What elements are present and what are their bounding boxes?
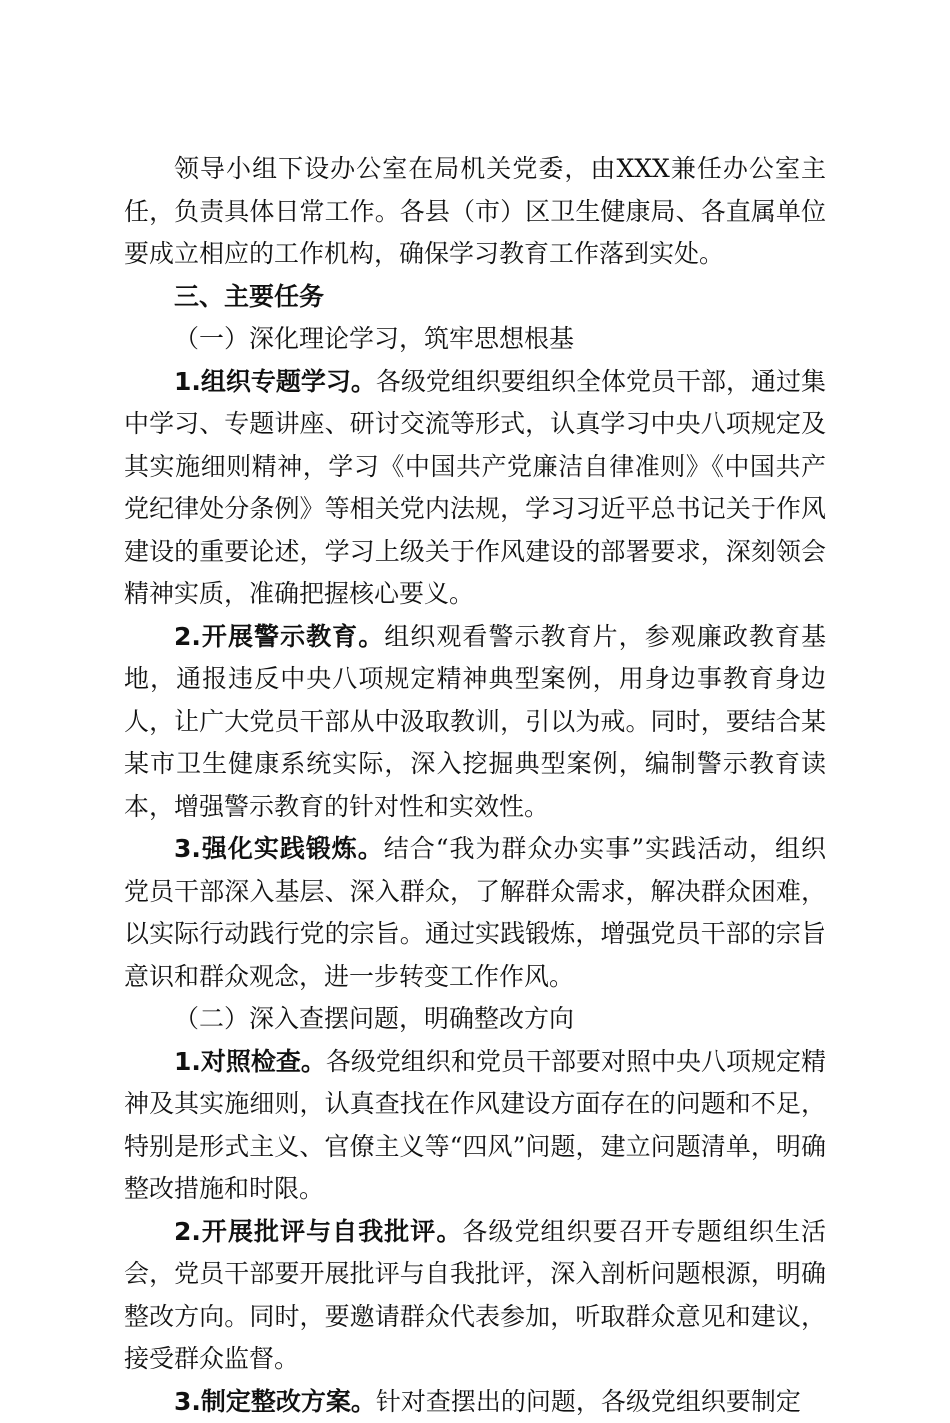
- paragraph-office-setup: 领导小组下设办公室在局机关党委，由XXX兼任办公室主任，负责具体日常工作。各县（市）区卫生健康局、各直属单位要成立相应的工作机构，确保学习教育工作落到实处。: [124, 148, 826, 276]
- item-rectification-plan: [124, 1381, 826, 1423]
- item-text: 各级党组织和党员干部要对照中央八项规定精神及其实施细则，认真查找在作风建设方面存在的问题和不足，特别是形式主义、官僚主义等“四风”问题，建立问题清单，明确整改措施和时限。: [124, 1047, 826, 1204]
- item-lead: 3.强化实践锻炼。: [174, 834, 384, 863]
- item-warning-education: [124, 616, 826, 829]
- item-text: 针对查摆出的问题，各级党组织要制定: [376, 1387, 801, 1416]
- item-text: 各级党组织要召开专题组织生活会，党员干部要开展批评与自我批评，深入剖析问题根源，明确整改方向。同时，要邀请群众代表参加，听取群众意见和建议，接受群众监督。: [124, 1217, 826, 1374]
- item-lead: 3.制定整改方案。: [174, 1387, 376, 1416]
- item-lead: 1.对照检查。: [174, 1047, 326, 1076]
- item-practice: [124, 828, 826, 998]
- item-special-study: [124, 361, 826, 616]
- subheading-theory-study: （一）深化理论学习，筑牢思想根基: [124, 318, 826, 361]
- item-lead: 2.开展批评与自我批评。: [174, 1217, 462, 1246]
- item-criticism: [124, 1211, 826, 1381]
- item-lead: 1.组织专题学习。: [174, 367, 376, 396]
- item-lead: 2.开展警示教育。: [174, 622, 384, 651]
- item-text: 组织观看警示教育片，参观廉政教育基地，通报违反中央八项规定精神典型案例，用身边事教育身边人，让广大党员干部从中汲取教训，引以为戒。同时，要结合某某市卫生健康系统实际，深入挖掘典型案例，编制警示教育读本，增强警示教育的针对性和实效性。: [124, 622, 826, 821]
- item-self-check: [124, 1041, 826, 1211]
- heading-main-tasks: 三、主要任务: [124, 276, 826, 319]
- item-text: 各级党组织要组织全体党员干部，通过集中学习、专题讲座、研讨交流等形式，认真学习中央八项规定及其实施细则精神，学习《中国共产党廉洁自律准则》《中国共产党纪律处分条例》等相关党内法规，学习习近平总书记关于作风建设的重要论述，学习上级关于作风建设的部署要求，深刻领会精神实质，准确把握核心要义。: [124, 367, 826, 609]
- document-page: [124, 148, 826, 1423]
- item-text: 结合“我为群众办实事”实践活动，组织党员干部深入基层、深入群众，了解群众需求，解决群众困难，以实际行动践行党的宗旨。通过实践锻炼，增强党员干部的宗旨意识和群众观念，进一步转变工作作风。: [124, 834, 826, 991]
- subheading-find-problems: （二）深入查摆问题，明确整改方向: [124, 998, 826, 1041]
